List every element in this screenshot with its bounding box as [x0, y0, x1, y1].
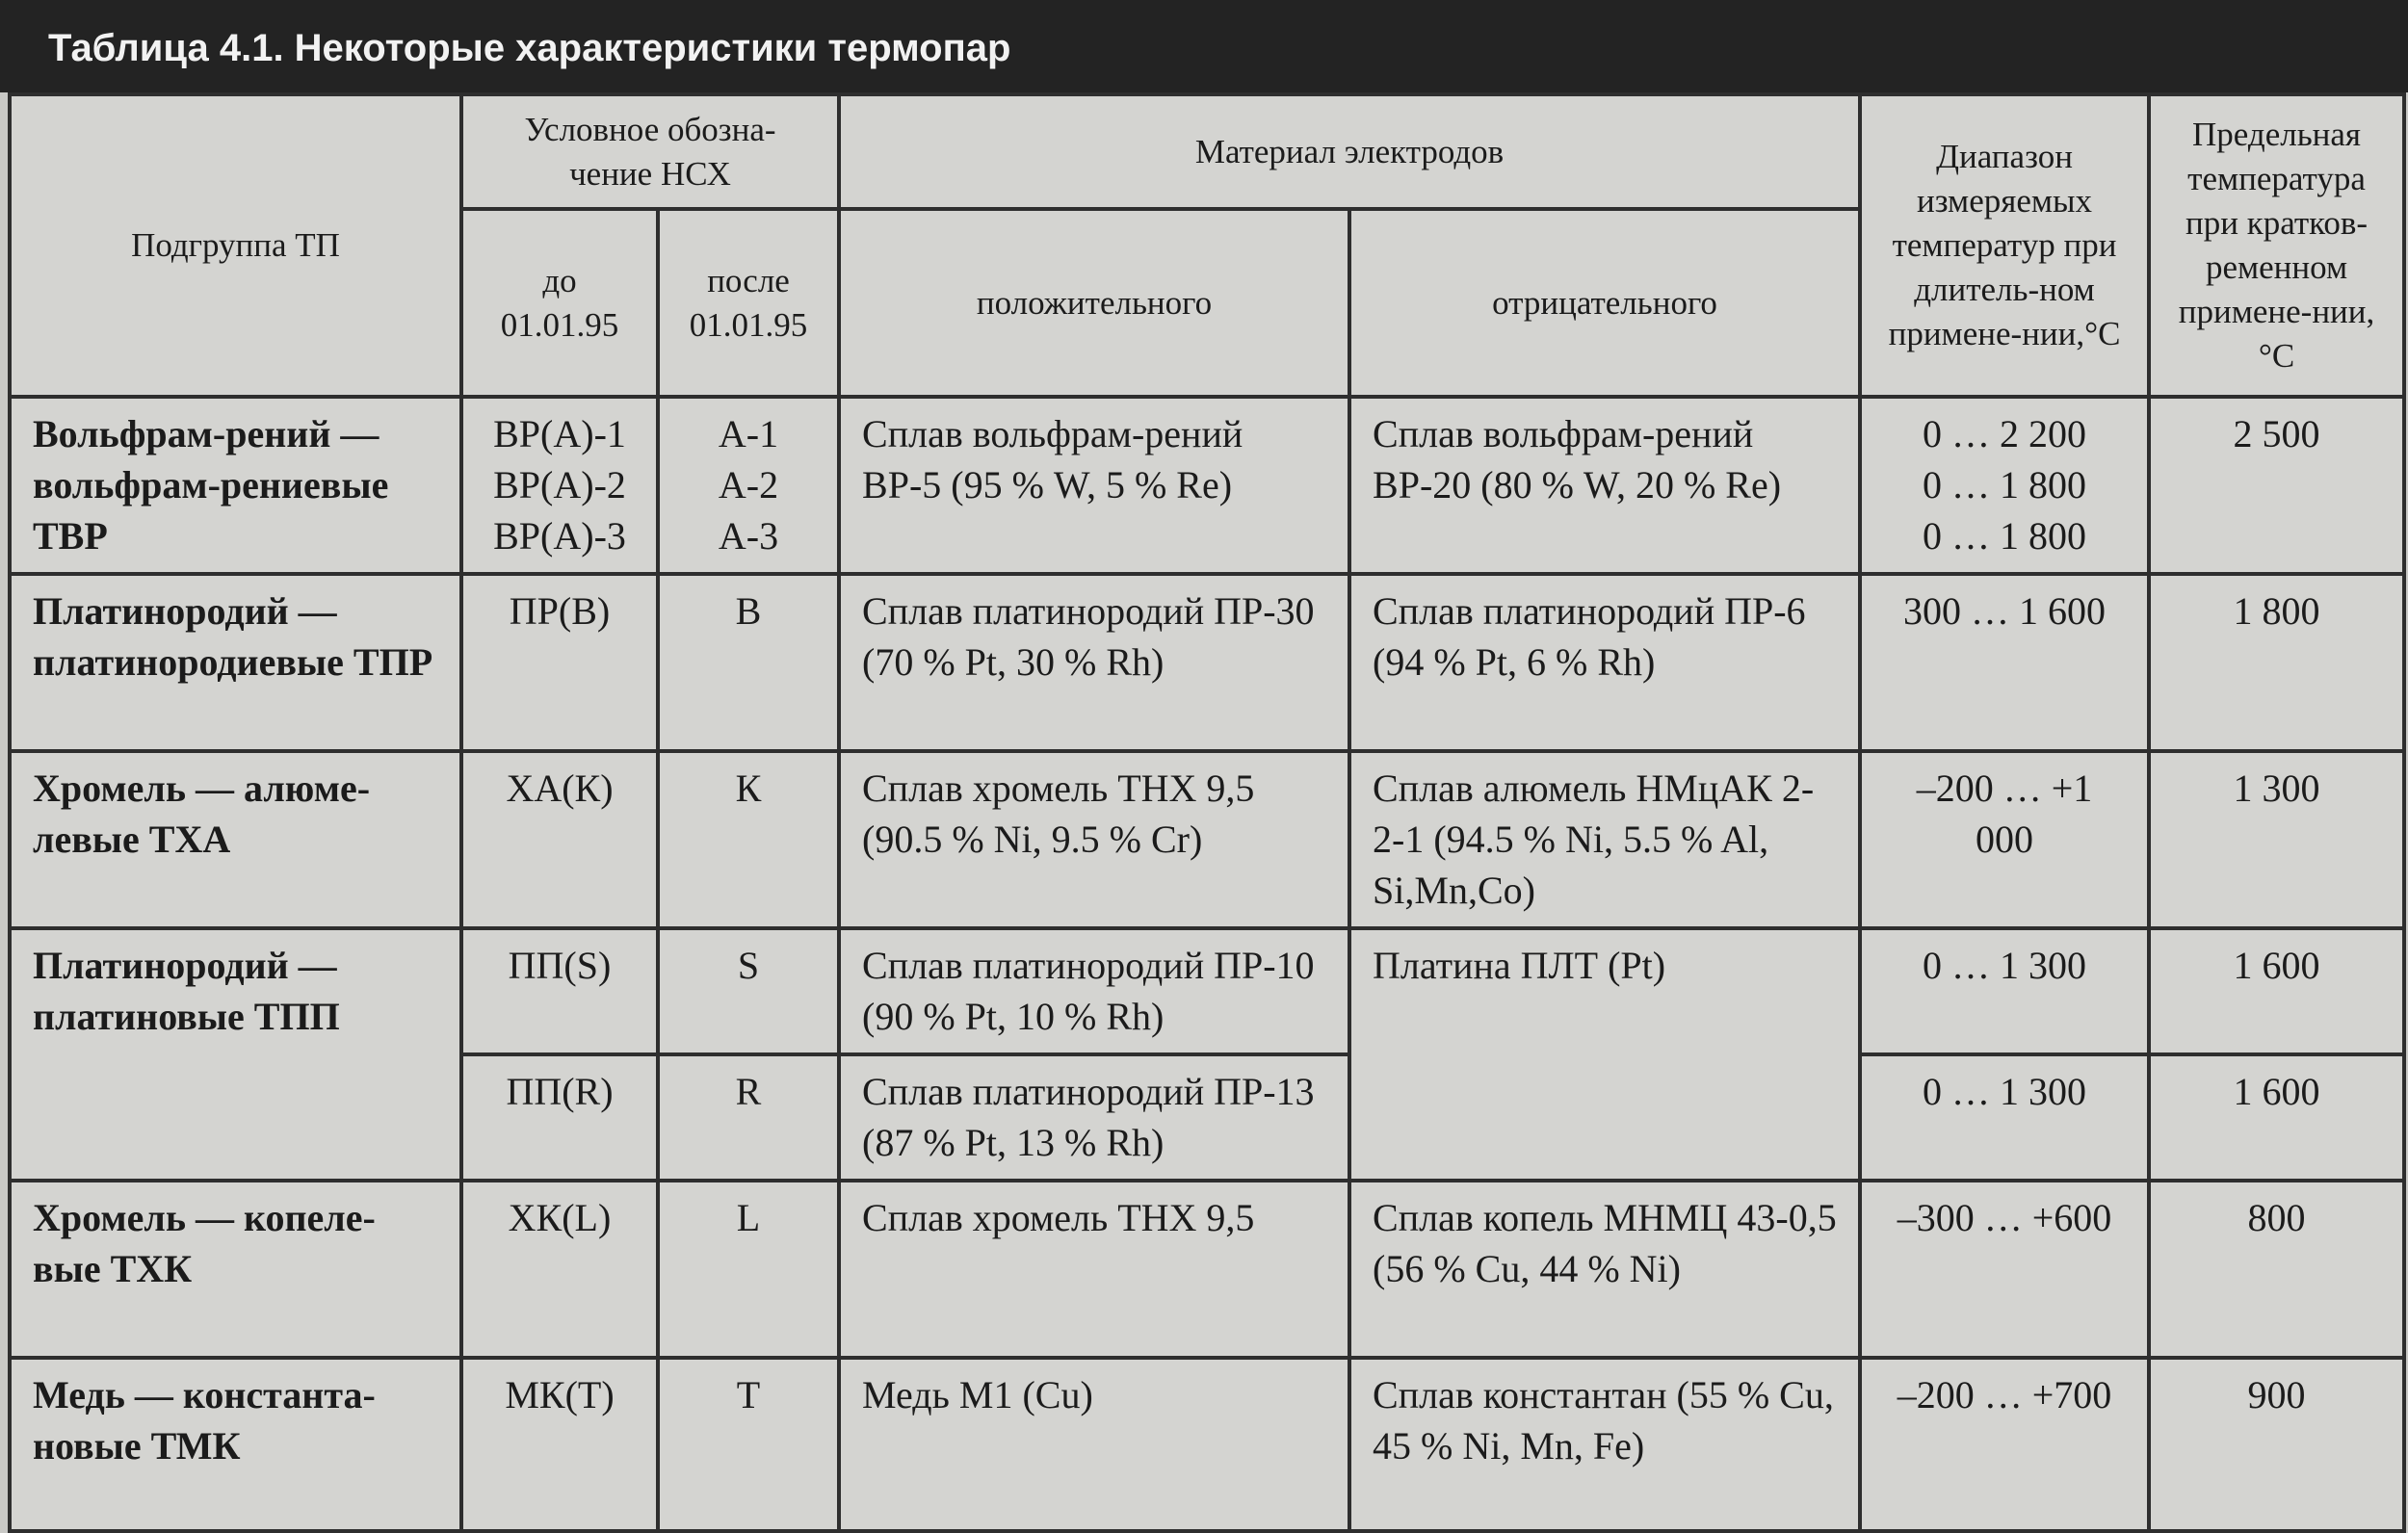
header-after-date: 01.01.95 [689, 305, 808, 344]
header-limit: Предельная температура при кратков-ременном примене-нии,°С [2149, 94, 2404, 397]
negative-electrode-cell: Сплав платинородий ПР-6 (94 % Pt, 6 % Rh) [1349, 574, 1860, 751]
header-after-label: после [707, 261, 790, 299]
negative-electrode-cell: Сплав копель МНМЦ 43-0,5 (56 % Cu, 44 % Ni) [1349, 1181, 1860, 1358]
range-value: 0 … 1 800 [1923, 463, 2087, 507]
header-after [658, 209, 839, 397]
limit-cell: 800 [2149, 1181, 2404, 1358]
subgroup-cell: Хромель — алюме-левые ТХА [10, 751, 461, 928]
header-designation: Условное обозна-чение НСХ [461, 94, 839, 209]
negative-electrode-cell: Сплав алюмель НМцАК 2-2-1 (94.5 % Ni, 5.5 % Al, Si,Mn,Co) [1349, 751, 1860, 928]
header-before-label: до [542, 261, 577, 299]
limit-cell: 900 [2149, 1358, 2404, 1531]
positive-electrode-cell: Сплав платинородий ПР-30 (70 % Pt, 30 % Rh) [839, 574, 1349, 751]
limit-cell: 1 300 [2149, 751, 2404, 928]
table-row [10, 1358, 2404, 1531]
after-code-cell: Т [658, 1358, 839, 1531]
before-code: ВР(А)-2 [493, 463, 626, 507]
range-cell: 0 … 1 300 [1860, 1054, 2149, 1181]
limit-cell: 1 600 [2149, 1054, 2404, 1181]
subgroup-cell: Платинородий — платиновые ТПП [10, 928, 461, 1181]
before-code-cell: ПП(R) [461, 1054, 658, 1181]
before-code-cell [461, 397, 658, 574]
subgroup-cell: Платинородий — платинородиевые ТПР [10, 574, 461, 751]
negative-electrode-cell: Сплав вольфрам-рений ВР-20 (80 % W, 20 % Re) [1349, 397, 1860, 574]
table-row [10, 574, 2404, 751]
table-row [10, 751, 2404, 928]
range-cell [1860, 397, 2149, 574]
negative-electrode-cell: Платина ПЛТ (Pt) [1349, 928, 1860, 1181]
subgroup-cell: Медь — константа-новые ТМК [10, 1358, 461, 1531]
range-cell: 0 … 1 300 [1860, 928, 2149, 1054]
positive-electrode-cell: Сплав платинородий ПР-13 (87 % Pt, 13 % Rh) [839, 1054, 1349, 1181]
positive-electrode-cell: Сплав хромель ТНХ 9,5 [839, 1181, 1349, 1358]
thermocouple-table [8, 92, 2406, 1533]
table-row [10, 1181, 2404, 1358]
after-code-cell: R [658, 1054, 839, 1181]
table-row [10, 397, 2404, 574]
subgroup-cell: Хромель — копеле-вые ТХК [10, 1181, 461, 1358]
range-value: 0 … 1 800 [1923, 514, 2087, 558]
after-code-cell: К [658, 751, 839, 928]
header-before-date: 01.01.95 [500, 305, 619, 344]
range-cell: –200 … +1 000 [1860, 751, 2149, 928]
header-subgroup: Подгруппа ТП [10, 94, 461, 397]
limit-cell: 2 500 [2149, 397, 2404, 574]
after-code: А-2 [718, 463, 779, 507]
after-code: А-1 [718, 412, 779, 455]
limit-cell: 1 600 [2149, 928, 2404, 1054]
header-material: Материал электродов [839, 94, 1860, 209]
before-code: ВР(А)-1 [493, 412, 626, 455]
table-title: Таблица 4.1. Некоторые характеристики термопар [0, 0, 2408, 92]
limit-cell: 1 800 [2149, 574, 2404, 751]
range-cell: –200 … +700 [1860, 1358, 2149, 1531]
range-cell: 300 … 1 600 [1860, 574, 2149, 751]
range-value: 0 … 2 200 [1923, 412, 2087, 455]
after-code-cell: В [658, 574, 839, 751]
positive-electrode-cell: Сплав хромель ТНХ 9,5 (90.5 % Ni, 9.5 % Cr) [839, 751, 1349, 928]
negative-electrode-cell: Сплав константан (55 % Cu, 45 % Ni, Mn, Fe) [1349, 1358, 1860, 1531]
before-code-cell: ПП(S) [461, 928, 658, 1054]
after-code-cell: S [658, 928, 839, 1054]
header-negative: отрицательного [1349, 209, 1860, 397]
after-code-cell [658, 397, 839, 574]
header-before [461, 209, 658, 397]
before-code-cell: ХА(К) [461, 751, 658, 928]
positive-electrode-cell: Сплав вольфрам-рений ВР-5 (95 % W, 5 % Re) [839, 397, 1349, 574]
positive-electrode-cell: Сплав платинородий ПР-10 (90 % Pt, 10 % Rh) [839, 928, 1349, 1054]
before-code: ВР(А)-3 [493, 514, 626, 558]
table-row [10, 928, 2404, 1054]
header-positive: положительного [839, 209, 1349, 397]
before-code-cell: ПР(В) [461, 574, 658, 751]
positive-electrode-cell: Медь М1 (Cu) [839, 1358, 1349, 1531]
range-cell: –300 … +600 [1860, 1181, 2149, 1358]
after-code-cell: L [658, 1181, 839, 1358]
before-code-cell: МК(Т) [461, 1358, 658, 1531]
header-range: Диапазон измеряемых температур при длитель-ном примене-нии,°С [1860, 94, 2149, 397]
subgroup-cell: Вольфрам-рений — вольфрам-рениевые ТВР [10, 397, 461, 574]
before-code-cell: ХК(L) [461, 1181, 658, 1358]
after-code: А-3 [718, 514, 779, 558]
